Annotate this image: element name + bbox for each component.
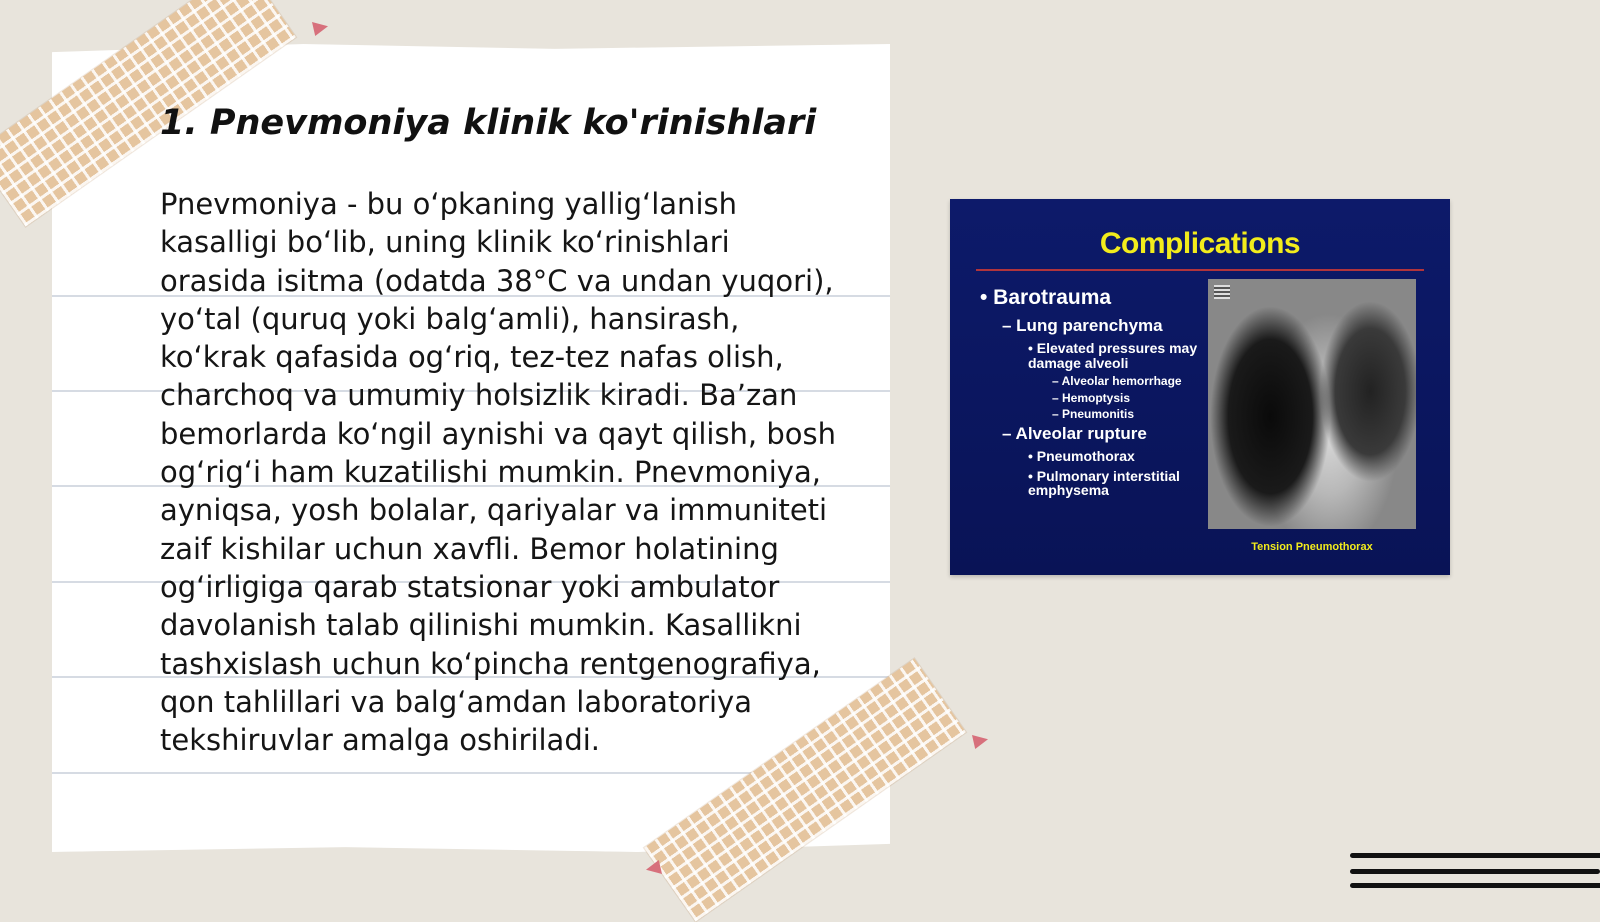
- embedded-slide-divider: [976, 269, 1424, 271]
- complications-list: [980, 287, 1210, 503]
- complications-list-item: – Alveolar rupture: [1002, 424, 1147, 444]
- xray-caption: Tension Pneumothorax: [1251, 541, 1373, 553]
- complications-slide-image: [950, 199, 1450, 575]
- slide-title: 1. Pnevmoniya klinik ko'rinishlari: [160, 103, 817, 143]
- complications-list-item: • Pulmonary interstitial emphysema: [1028, 467, 1180, 499]
- ink-strokes-decoration: [1350, 845, 1600, 895]
- complications-list-item: – Hemoptysis: [1052, 390, 1131, 405]
- complications-list-item: • Pneumothorax: [1028, 447, 1135, 464]
- complications-list-item: • Elevated pressures may damage alveoli: [1028, 339, 1198, 371]
- embedded-slide-title: Complications: [1099, 227, 1301, 260]
- complications-list-item: – Alveolar hemorrhage: [1052, 374, 1182, 389]
- tape-pin: [312, 22, 328, 36]
- chest-xray-image: [1208, 279, 1416, 529]
- complications-list-item: • Barotrauma: [980, 286, 1112, 309]
- slide-body-text: Pnevmoniya - bu o‘pkaning yallig‘lanish kasalligi bo‘lib, uning klinik ko‘rinishlari orasida isitma (odatda 38°C va undan yuqori), yo‘tal (quruq yoki balg‘amli), hansirash, ko‘krak qafasida og‘riq, tez-tez nafas olish, charchoq va umumiy holsizlik kiradi. Ba’zan bemorlarda ko‘ngil aynishi va qayt qilish, bosh og‘rig‘i ham kuzatilishi mumkin. Pnevmoniya, ayniqsa, yosh bolalar, qariyalar va immuniteti zaif kishilar uchun xavfli. Bemor holatining og‘irligiga qarab statsionar yoki ambulator davolanish talab qilinishi mumkin. Kasallikni tashxislash uchun ko‘pincha rentgenografiya, qon tahlillari va balg‘amdan laboratoriya tekshiruvlar amalga oshiriladi.: [160, 187, 837, 758]
- ink-stroke: [1350, 853, 1600, 858]
- ink-stroke: [1350, 869, 1600, 874]
- complications-list-item: – Lung parenchyma: [1002, 316, 1163, 336]
- xray-marker: [1214, 285, 1230, 299]
- complications-list-item: – Pneumonitis: [1052, 407, 1135, 422]
- ink-stroke: [1350, 883, 1600, 888]
- tape-pin: [972, 735, 988, 749]
